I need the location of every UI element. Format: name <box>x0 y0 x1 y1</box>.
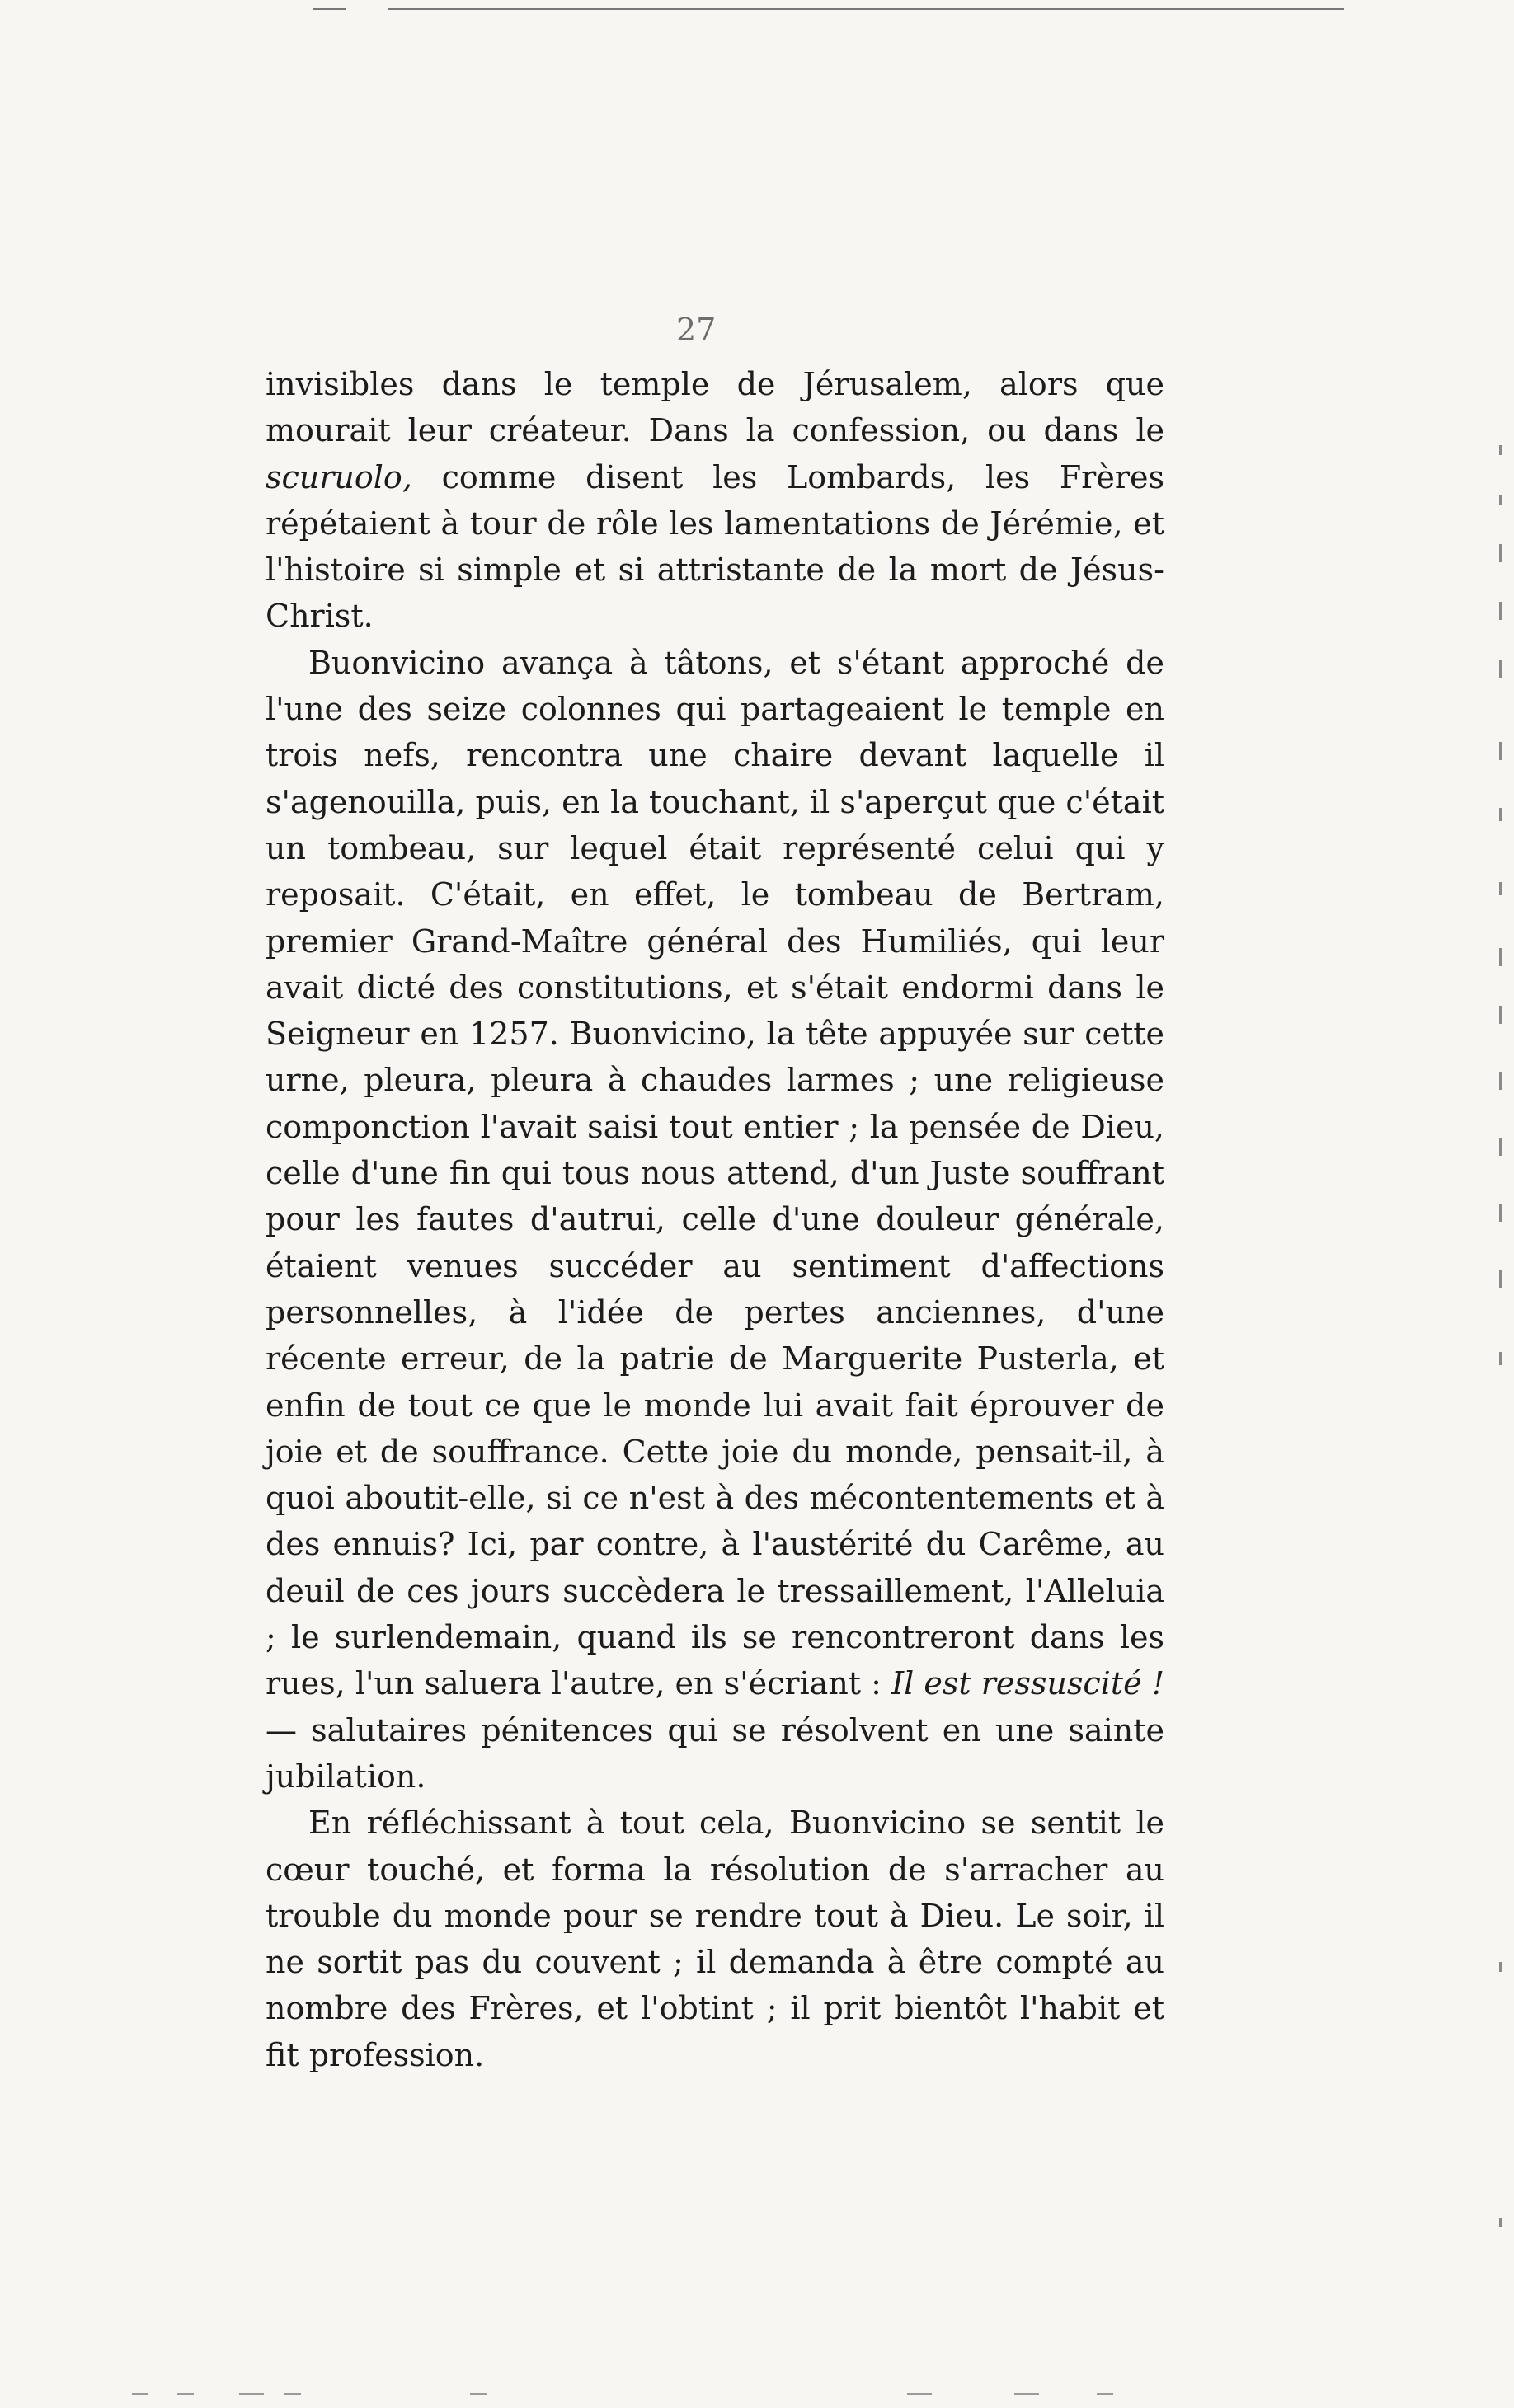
paragraph-2-text: Buonvicino avança à tâtons, et s'étant approché de l'une des seize colonnes qui partageaient le temple en trois nefs, rencontra une chaire devant laquelle il s'agenouilla, puis, en la touchant, il s'aperçut que c'était un tombeau, sur lequel était représenté celui qui y reposait. C'était, en effet, le tombeau de Bertram, premier Grand-Maître général des Humiliés, qui leur avait dicté des constitutions, et s'était endormi dans le Seigneur en 1257. Buonvicino, la tête appuyée sur cette urne, pleura, pleura à chaudes larmes ; une religieuse componction l'avait saisi tout entier ; la pensée de Dieu, celle d'une fin qui tous nous attend, d'un Juste souffrant pour les fautes d'autrui, celle d'une douleur générale, étaient venues succéder au sentiment d'affections personnelles, à l'idée de pertes anciennes, d'une récente erreur, de la patrie de Marguerite Pusterla, et enfin de tout ce que le monde lui avait fait éprouver de joie et de souffrance. Cette joie du monde, pensait-il, à quoi aboutit-elle, si ce n'est à des mécontentements et à des ennuis? Ici, par contre, à l'austérité du Carême, au deuil de ces jours succèdera le tressaillement, l'Alleluia ; le surlendemain, quand ils se rencontreront dans les rues, l'un saluera l'autre, en s'écriant : <box>266 644 1164 1702</box>
page-body <box>266 361 1164 2078</box>
bottom-scan-mark <box>470 2393 487 2395</box>
bottom-scan-mark <box>132 2393 148 2395</box>
page-number: 27 <box>676 312 717 348</box>
edge-mark <box>1499 544 1502 562</box>
bottom-scan-mark <box>1097 2393 1113 2395</box>
top-scan-rule-short <box>313 8 346 10</box>
top-scan-rule <box>388 8 1344 10</box>
edge-mark <box>1499 808 1502 821</box>
edge-mark <box>1499 1352 1502 1365</box>
edge-mark <box>1499 948 1502 966</box>
edge-mark <box>1499 1270 1502 1288</box>
paragraph-2-italic: Il est ressuscité ! <box>891 1665 1164 1702</box>
edge-mark <box>1499 660 1502 678</box>
edge-mark <box>1499 1006 1502 1024</box>
edge-mark <box>1499 1962 1502 1972</box>
paragraph-2-text-end: — salutaires pénitences qui se résolvent en une sainte jubilation. <box>266 1711 1164 1795</box>
bottom-scan-mark <box>907 2393 932 2395</box>
paragraph-1 <box>266 361 1164 640</box>
edge-mark <box>1499 1138 1502 1156</box>
paragraph-3: En réfléchissant à tout cela, Buonvicino se sentit le cœur touché, et forma la résolution de s'arracher au trouble du monde pour se rendre tout à Dieu. Le soir, il ne sortit pas du couvent ; il demanda à être compté au nombre des Frères, et l'obtint ; il prit bientôt l'habit et fit profession. <box>266 1805 1164 2073</box>
bottom-scan-mark <box>284 2393 301 2395</box>
bottom-scan-mark <box>239 2393 264 2395</box>
edge-mark <box>1499 602 1502 620</box>
edge-mark <box>1499 882 1502 895</box>
edge-mark <box>1499 2218 1502 2227</box>
edge-mark <box>1499 495 1502 505</box>
bottom-scan-mark <box>1014 2393 1039 2395</box>
paragraph-1-text-end: comme disent les Lombards, les Frères répétaient à tour de rôle les lamentations de Jérémie, et l'histoire si simple et si attristante de la mort de Jésus-Christ. <box>266 458 1164 635</box>
edge-mark <box>1499 1072 1502 1090</box>
edge-mark <box>1499 742 1502 760</box>
edge-mark <box>1499 1204 1502 1222</box>
paragraph-2 <box>266 640 1164 1800</box>
bottom-scan-mark <box>177 2393 194 2395</box>
paragraph-1-italic: scuruolo, <box>266 458 412 495</box>
paragraph-1-text: invisibles dans le temple de Jérusalem, alors que mourait leur créateur. Dans la confession, ou dans le <box>266 366 1164 449</box>
edge-mark <box>1499 445 1502 455</box>
